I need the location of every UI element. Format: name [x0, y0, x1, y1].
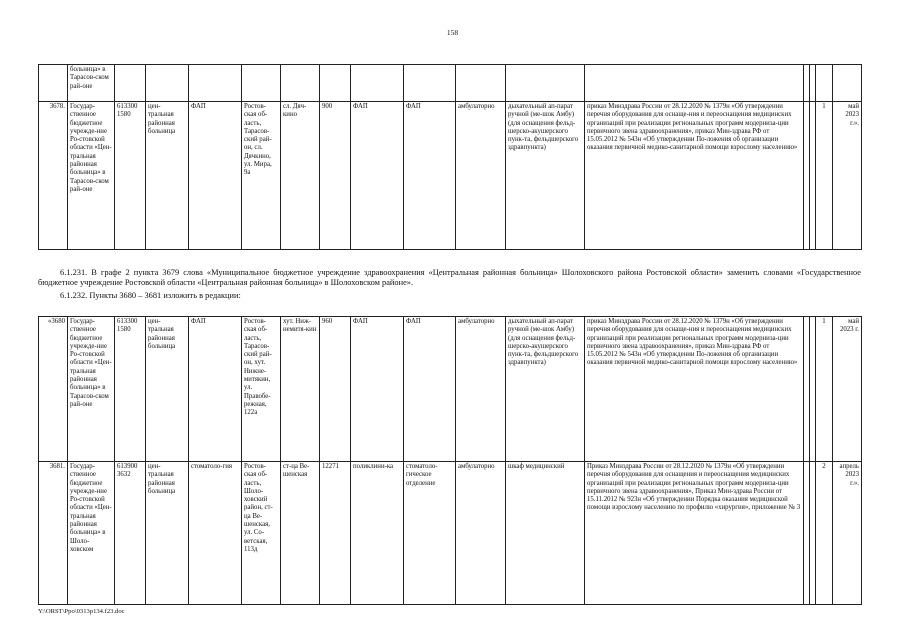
- table-cell: [281, 65, 320, 102]
- table-cell: Государ-ственное бюджетное учрежде-ние Ро-стовской области «Цен-тральная районная больница» в Тарасов-ском рай-оне: [68, 102, 115, 250]
- table-cell: Государ-ственное бюджетное учрежде-ние Ро-стовской области «Цен-тральная районная больница» в Шоло-ховском: [68, 462, 115, 605]
- table-cell: ФАП: [404, 102, 456, 250]
- table-cell: ст-ца Ве-шенская: [281, 462, 320, 605]
- table-cell: поликлини-ка: [351, 462, 404, 605]
- table-cell: [833, 65, 862, 102]
- paragraph-6-1-232: 6.1.232. Пункты 3680 – 3681 изложить в редакции:: [60, 291, 241, 300]
- table-row: [39, 317, 862, 462]
- table-cell: Ростов-ская об-ласть, Тарасов-ский рай-он, хут. Нижне-митякин, ул. Правобе-режная, 122а: [242, 317, 281, 462]
- table-cell: цен-тральная районная больница: [146, 462, 189, 605]
- table-cell: «3680: [39, 317, 68, 462]
- table-cell: 900: [320, 102, 351, 250]
- table-cell: амбулаторно: [456, 102, 506, 250]
- table-row: [39, 65, 862, 102]
- table-cell: Ростов-ская об-ласть, Тарасов-ский рай-он, сл. Дячкино, ул. Мира, 9а: [242, 102, 281, 250]
- table-cell: 960: [320, 317, 351, 462]
- table-cell: ФАП: [404, 317, 456, 462]
- table-cell: 3681.: [39, 462, 68, 605]
- table-cell: сл. Дяч-кино: [281, 102, 320, 250]
- page-number: 158: [446, 28, 459, 37]
- table-cell: ФАП: [351, 317, 404, 462]
- table-cell: Ростов-ская об-ласть, Шоло-ховский район, ст-ца Ве-шенская, ул. Со-ветская, 113д: [242, 462, 281, 605]
- table-cell: амбулаторно: [456, 462, 506, 605]
- table-cell: 613300 1580: [115, 317, 146, 462]
- table-cell: [320, 65, 351, 102]
- table-cell: Государ-ственное бюджетное учрежде-ние Ро-стовской области «Цен-тральная районная больница» в Тарасов-ском рай-оне: [68, 317, 115, 462]
- table-cell: дыхательный ап-парат ручной (ме-шок Амбу) (для оснащения фельд-шерско-акушерского пунк-та, фельдшерского здравпункта): [506, 102, 585, 250]
- table-cell: 613300 1580: [115, 102, 146, 250]
- table-cell: больница» в Тарасов-ском рай-оне: [68, 65, 115, 102]
- table-cell: [404, 65, 456, 102]
- table-cell: ФАП: [189, 102, 242, 250]
- table-cell: [506, 65, 585, 102]
- table-cell: [189, 65, 242, 102]
- paragraph-6-1-231: 6.1.231. В графе 2 пункта 3679 слова «Муниципальное бюджетное учреждение здравоохранения «Центральная районная больница» Шолоховского района Ростовской области» заменить словами «Государственное бюджетное учреждение Ростовской области «Центральная районная больница» в Шолоховском районе».: [38, 268, 861, 287]
- table-cell: стоматоло-гическое отделение: [404, 462, 456, 605]
- equipment-table-top: [38, 64, 862, 250]
- table-cell: 1: [816, 317, 833, 462]
- table-cell: приказ Минздрава России от 28.12.2020 № 1379н «Об утверждении перечня оборудования для оснаще-ния и переоснащения медицинских организаций при реализации региональных программ модерниза-ции первичного звена здравоохранения», приказ Мин-здрава РФ от 15.05.2012 № 543н «Об утверждении По-ложения об организации оказания первичной медико-санитарной помощи взрослому населению»: [585, 317, 804, 462]
- table-cell: [816, 65, 833, 102]
- table-cell: цен-тральная районная больница: [146, 317, 189, 462]
- table-cell: 12271: [320, 462, 351, 605]
- table-cell: [351, 65, 404, 102]
- table-cell: [146, 65, 189, 102]
- table-cell: 2: [816, 462, 833, 605]
- table-cell: цен-тральная районная больница: [146, 102, 189, 250]
- table-cell: май 2023 г.: [833, 317, 862, 462]
- table-cell: [39, 65, 68, 102]
- table-cell: [115, 65, 146, 102]
- table-cell: [585, 65, 804, 102]
- footer-file-path: Y:\ORST\Ppo\0313p134.f23.doc: [38, 608, 125, 615]
- table-cell: [456, 65, 506, 102]
- table-cell: ФАП: [351, 102, 404, 250]
- table-cell: ФАП: [189, 317, 242, 462]
- table-cell: 1: [816, 102, 833, 250]
- table-cell: стоматоло-гия: [189, 462, 242, 605]
- table-row: [39, 102, 862, 250]
- equipment-table-bottom: [38, 316, 862, 605]
- table-cell: 3678.: [39, 102, 68, 250]
- table-cell: май 2023 г.».: [833, 102, 862, 250]
- table-cell: амбулаторно: [456, 317, 506, 462]
- table-cell: 613900 3632: [115, 462, 146, 605]
- table-cell: апрель 2023 г.».: [833, 462, 862, 605]
- table-cell: дыхательный ап-парат ручной (ме-шок Амбу) (для оснащения фельд-шерско-акушерского пунк-та, фельдшерского здравпункта): [506, 317, 585, 462]
- table-cell: хут. Ниж-немитя-кин: [281, 317, 320, 462]
- table-cell: приказ Минздрава России от 28.12.2020 № 1379н «Об утверждении перечня оборудования для оснаще-ния и переоснащения медицинских организаций при реализации региональных программ модерниза-ции первичного звена здравоохранения», приказ Мин-здрава РФ от 15.05.2012 № 543н «Об утверждении По-ложения об организации оказания первичной медико-санитарной помощи взрослому населению»: [585, 102, 804, 250]
- table-row: [39, 462, 862, 605]
- table-cell: шкаф медицинский: [506, 462, 585, 605]
- table-cell: Приказ Минздрава России от 28.12.2020 № 1379н «Об утверждении перечня оборудования для оснащения и переоснащения медицинских организаций при реализации региональных программ модерниза-ции первичного звена здравоохранения», Приказ Мин-здрава России от 15.11.2012 № 923н «Об утверждении Порядка оказания медицинской помощи взрослому населению по профилю «хирургия», приложение № 3: [585, 462, 804, 605]
- table-cell: [242, 65, 281, 102]
